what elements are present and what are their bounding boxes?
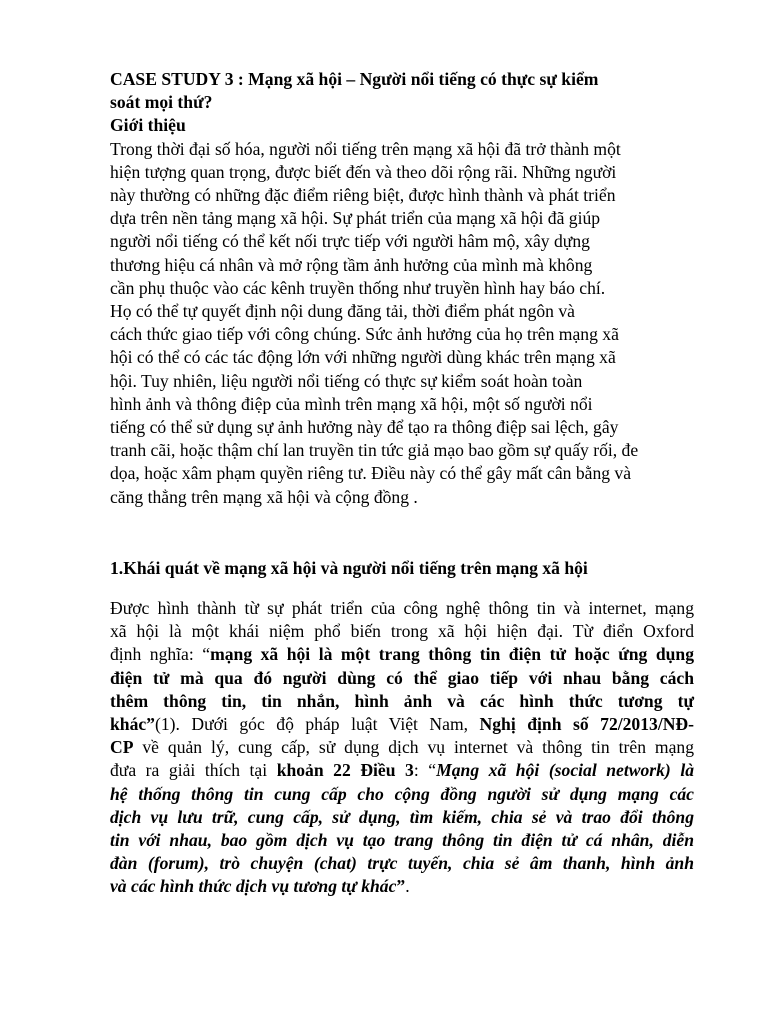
intro-line: hình ảnh và thông điệp của mình trên mạng xã hội, một số người nổi <box>110 393 593 414</box>
text-run: về quản lý, cung cấp, sử dụng dịch vụ internet và thông tin trên mạng <box>133 737 694 758</box>
text-run: điện tử mà qua đó người dùng có thể giao tiếp với nhau bằng cách <box>110 667 694 688</box>
intro-line: này thường có những đặc điểm riêng biệt, được hình thành và phát triển <box>110 185 616 206</box>
text-run: Nghị định số 72/2013/NĐ- <box>479 714 694 735</box>
paragraph-line <box>110 713 694 736</box>
intro-line: tiếng có thể sử dụng sự ảnh hưởng này để tạo ra thông điệp sai lệch, gây <box>110 417 619 438</box>
text-run: xã hội là một khái niệm phổ biến trong xã hội hiện đại. Từ điển Oxford <box>110 621 694 642</box>
paragraph-line <box>110 736 694 759</box>
text-run: CP <box>110 737 134 758</box>
paragraph-line <box>110 597 694 620</box>
text-run: thêm thông tin, tin nhắn, hình ảnh và các hình thức tương tự <box>110 690 694 711</box>
paragraph-line <box>110 875 694 898</box>
intro-line: hội có thể có các tác động lớn với những người dùng khác trên mạng xã <box>110 347 616 368</box>
text-run: định nghĩa: “ <box>110 644 211 665</box>
section-1-paragraph <box>110 597 694 899</box>
paragraph-line <box>110 759 694 782</box>
intro-paragraph <box>110 138 694 509</box>
text-run: ” <box>396 876 406 897</box>
text-run: : “ <box>413 760 437 781</box>
intro-line: thương hiệu cá nhân và mở rộng tầm ảnh hưởng của mình mà không <box>110 254 593 275</box>
paragraph-line <box>110 643 694 666</box>
text-run: và các hình thức dịch vụ tương tự khác <box>110 876 397 897</box>
paragraph-line <box>110 690 694 713</box>
text-run: (1). Dưới góc độ pháp luật Việt Nam, <box>154 714 480 735</box>
section-1-heading: 1.Khái quát về mạng xã hội và người nổi tiếng trên mạng xã hội <box>110 558 588 578</box>
paragraph-line <box>110 620 694 643</box>
text-run: đưa ra giải thích tại <box>110 760 277 781</box>
text-run: Mạng xã hội (social network) là <box>436 760 694 781</box>
text-run: khoản 22 Điều 3 <box>276 760 414 781</box>
intro-line: căng thẳng trên mạng xã hội và cộng đồng . <box>110 486 418 507</box>
intro-line: dựa trên nền tảng mạng xã hội. Sự phát triển của mạng xã hội đã giúp <box>110 208 601 229</box>
intro-heading: Giới thiệu <box>110 115 186 136</box>
case-study-title <box>110 68 694 114</box>
text-run: khác” <box>110 714 155 735</box>
text-run: dịch vụ lưu trữ, cung cấp, sử dụng, tìm kiếm, chia sẻ và trao đổi thông <box>110 806 694 827</box>
intro-line: hiện tượng quan trọng, được biết đến và theo dõi rộng rãi. Những người <box>110 161 617 182</box>
paragraph-line <box>110 829 694 852</box>
title-line: CASE STUDY 3 : Mạng xã hội – Người nổi tiếng có thực sự kiểm <box>110 69 599 89</box>
paragraph-line <box>110 667 694 690</box>
text-run: mạng xã hội là một trang thông tin điện tử hoặc ứng dụng <box>210 644 694 665</box>
paragraph-line <box>110 852 694 875</box>
intro-line: cần phụ thuộc vào các kênh truyền thống như truyền hình hay báo chí. <box>110 277 606 298</box>
intro-line: tranh cãi, hoặc thậm chí lan truyền tin tức giả mạo bao gồm sự quấy rối, đe <box>110 440 639 461</box>
paragraph-line <box>110 806 694 829</box>
paragraph-line <box>110 783 694 806</box>
intro-block <box>110 68 694 509</box>
text-run: đàn (forum), trò chuyện (chat) trực tuyến, chia sẻ âm thanh, hình ảnh <box>110 853 694 874</box>
intro-line: cách thức giao tiếp với công chúng. Sức ảnh hưởng của họ trên mạng xã <box>110 324 619 345</box>
text-run: Được hình thành từ sự phát triển của công nghệ thông tin và internet, mạng <box>110 598 694 618</box>
intro-line: hội. Tuy nhiên, liệu người nổi tiếng có thực sự kiểm soát hoàn toàn <box>110 370 583 391</box>
text-run: hệ thống thông tin cung cấp cho cộng đồng người sử dụng mạng các <box>110 783 694 804</box>
text-run: tin với nhau, bao gồm dịch vụ tạo trang thông tin điện tử cá nhân, diễn <box>110 830 694 851</box>
title-line: soát mọi thứ? <box>110 92 213 113</box>
text-run: . <box>405 876 410 897</box>
intro-line: người nổi tiếng có thể kết nối trực tiếp với người hâm mộ, xây dựng <box>110 231 590 252</box>
intro-line: Trong thời đại số hóa, người nổi tiếng trên mạng xã hội đã trở thành một <box>110 138 621 159</box>
intro-line: Họ có thể tự quyết định nội dung đăng tải, thời điểm phát ngôn và <box>110 301 575 322</box>
intro-line: dọa, hoặc xâm phạm quyền riêng tư. Điều này có thể gây mất cân bằng và <box>110 463 632 484</box>
